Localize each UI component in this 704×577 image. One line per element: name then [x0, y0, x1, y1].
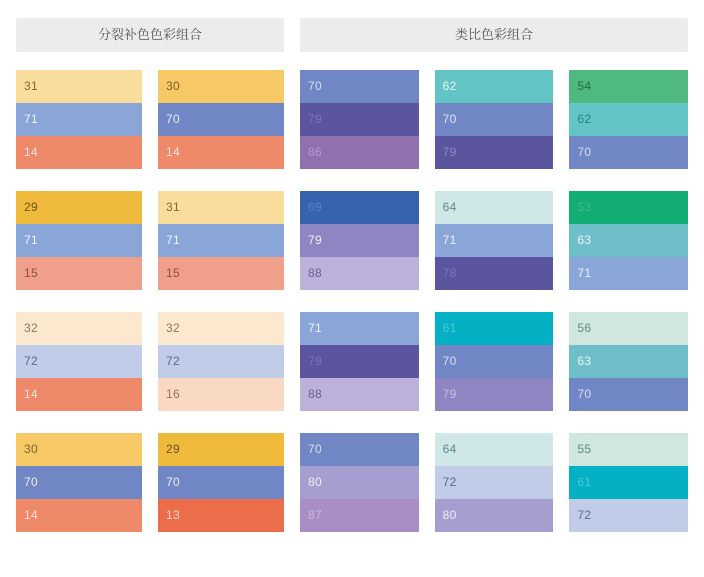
color-band: 80: [435, 499, 554, 532]
color-band: 63: [569, 224, 688, 257]
color-band: 16: [158, 378, 284, 411]
analogous-group: [300, 70, 688, 532]
color-band: 61: [569, 466, 688, 499]
color-band: 79: [300, 103, 419, 136]
color-band: 71: [300, 312, 419, 345]
swatch-card[interactable]: [158, 70, 284, 169]
color-band: 64: [435, 191, 554, 224]
color-band: 15: [16, 257, 142, 290]
color-band: 88: [300, 257, 419, 290]
color-band: 71: [16, 224, 142, 257]
swatch-card[interactable]: [435, 70, 554, 169]
swatch-card[interactable]: [158, 191, 284, 290]
color-band: 14: [16, 136, 142, 169]
swatch-card[interactable]: [435, 191, 554, 290]
palette-row: [300, 312, 688, 411]
color-band: 86: [300, 136, 419, 169]
swatch-card[interactable]: [158, 433, 284, 532]
color-band: 79: [300, 224, 419, 257]
palette-grid: [16, 70, 688, 532]
color-band: 56: [569, 312, 688, 345]
color-band: 14: [158, 136, 284, 169]
swatch-card[interactable]: [16, 312, 142, 411]
swatch-card[interactable]: [569, 191, 688, 290]
color-band: 72: [16, 345, 142, 378]
palette-row: [300, 191, 688, 290]
palette-row: [16, 70, 284, 169]
color-band: 54: [569, 70, 688, 103]
swatch-card[interactable]: [435, 433, 554, 532]
color-band: 80: [300, 466, 419, 499]
color-band: 29: [16, 191, 142, 224]
color-band: 78: [435, 257, 554, 290]
color-band: 30: [158, 70, 284, 103]
color-band: 55: [569, 433, 688, 466]
section-headers: [16, 18, 688, 52]
color-band: 79: [300, 345, 419, 378]
color-band: 29: [158, 433, 284, 466]
color-band: 70: [300, 433, 419, 466]
section-header-split-complementary: 分裂补色色彩组合: [16, 18, 284, 52]
swatch-card[interactable]: [569, 433, 688, 532]
color-band: 87: [300, 499, 419, 532]
color-band: 70: [16, 466, 142, 499]
color-band: 64: [435, 433, 554, 466]
color-band: 79: [435, 136, 554, 169]
palette-row: [16, 433, 284, 532]
color-band: 62: [435, 70, 554, 103]
color-band: 70: [158, 103, 284, 136]
color-band: 71: [569, 257, 688, 290]
color-band: 14: [16, 499, 142, 532]
color-band: 53: [569, 191, 688, 224]
swatch-card[interactable]: [300, 312, 419, 411]
color-band: 79: [435, 378, 554, 411]
swatch-card[interactable]: [435, 312, 554, 411]
color-band: 72: [569, 499, 688, 532]
color-band: 32: [16, 312, 142, 345]
color-band: 70: [435, 103, 554, 136]
swatch-card[interactable]: [16, 191, 142, 290]
color-band: 70: [569, 136, 688, 169]
swatch-card[interactable]: [569, 312, 688, 411]
color-band: 70: [435, 345, 554, 378]
swatch-card[interactable]: [569, 70, 688, 169]
color-band: 31: [158, 191, 284, 224]
color-band: 88: [300, 378, 419, 411]
color-band: 62: [569, 103, 688, 136]
swatch-card[interactable]: [300, 70, 419, 169]
swatch-card[interactable]: [16, 70, 142, 169]
color-band: 72: [158, 345, 284, 378]
color-band: 13: [158, 499, 284, 532]
color-band: 70: [158, 466, 284, 499]
color-band: 71: [435, 224, 554, 257]
color-band: 70: [300, 70, 419, 103]
color-band: 61: [435, 312, 554, 345]
swatch-card[interactable]: [300, 191, 419, 290]
color-band: 71: [158, 224, 284, 257]
split-complementary-group: [16, 70, 284, 532]
palette-row: [300, 70, 688, 169]
color-band: 71: [16, 103, 142, 136]
color-band: 69: [300, 191, 419, 224]
color-band: 14: [16, 378, 142, 411]
swatch-card[interactable]: [16, 433, 142, 532]
palette-row: [16, 191, 284, 290]
swatch-card[interactable]: [300, 433, 419, 532]
color-band: 31: [16, 70, 142, 103]
color-band: 30: [16, 433, 142, 466]
palette-row: [300, 433, 688, 532]
color-band: 32: [158, 312, 284, 345]
color-band: 72: [435, 466, 554, 499]
swatch-card[interactable]: [158, 312, 284, 411]
palette-row: [16, 312, 284, 411]
color-band: 15: [158, 257, 284, 290]
color-band: 70: [569, 378, 688, 411]
color-band: 63: [569, 345, 688, 378]
section-header-analogous: 类比色彩组合: [300, 18, 688, 52]
